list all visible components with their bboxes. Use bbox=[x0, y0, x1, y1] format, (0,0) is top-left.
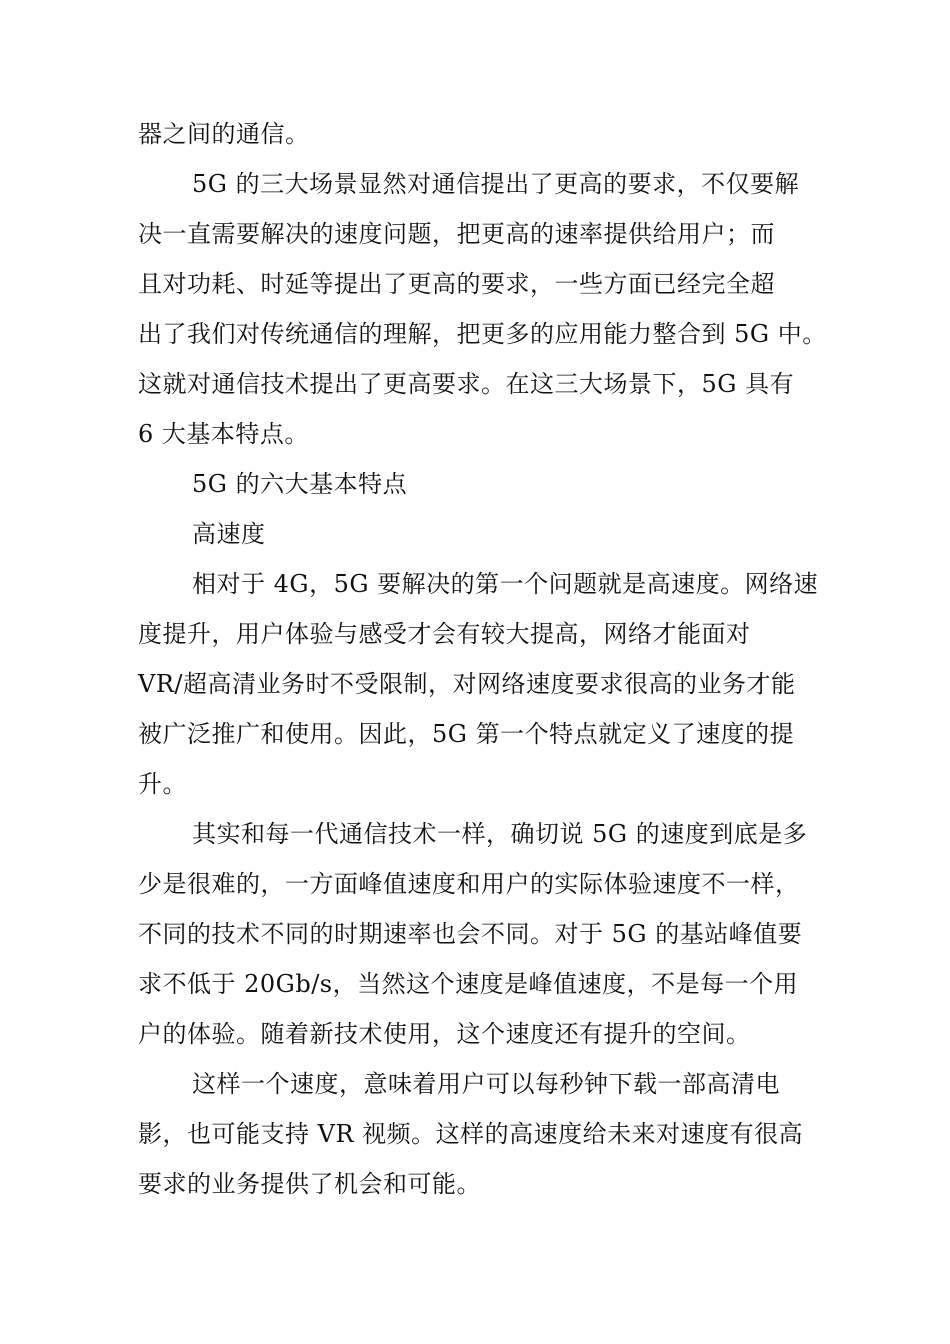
text-line: 6 大基本特点。 bbox=[138, 420, 309, 448]
subsection-heading: 高速度 bbox=[192, 520, 266, 548]
text-line: 要求的业务提供了机会和可能。 bbox=[138, 1170, 481, 1198]
text-line: 不同的技术不同的时期速率也会不同。对于 5G 的基站峰值要 bbox=[138, 920, 803, 948]
text-line: 户的体验。随着新技术使用，这个速度还有提升的空间。 bbox=[138, 1020, 751, 1048]
text-line: 求不低于 20Gb/s，当然这个速度是峰值速度，不是每一个用 bbox=[138, 970, 799, 998]
text-line: 5G 的三大场景显然对通信提出了更高的要求，不仅要解 bbox=[192, 170, 800, 198]
text-line: 相对于 4G，5G 要解决的第一个问题就是高速度。网络速 bbox=[192, 570, 819, 598]
text-line: 且对功耗、时延等提出了更高的要求，一些方面已经完全超 bbox=[138, 270, 775, 298]
text-line: 决一直需要解决的速度问题，把更高的速率提供给用户；而 bbox=[138, 220, 775, 248]
text-line: 升。 bbox=[138, 770, 187, 798]
text-line: 影，也可能支持 VR 视频。这样的高速度给未来对速度有很高 bbox=[138, 1120, 804, 1148]
text-line: VR/超高清业务时不受限制，对网络速度要求很高的业务才能 bbox=[138, 670, 796, 698]
text-line: 少是很难的，一方面峰值速度和用户的实际体验速度不一样， bbox=[138, 870, 800, 898]
text-line: 出了我们对传统通信的理解，把更多的应用能力整合到 5G 中。 bbox=[138, 320, 827, 348]
section-heading: 5G 的六大基本特点 bbox=[192, 470, 408, 498]
text-line: 其实和每一代通信技术一样，确切说 5G 的速度到底是多 bbox=[192, 820, 808, 848]
text-line: 这就对通信技术提出了更高要求。在这三大场景下，5G 具有 bbox=[138, 370, 795, 398]
text-line: 被广泛推广和使用。因此，5G 第一个特点就定义了速度的提 bbox=[138, 720, 795, 748]
text-line: 这样一个速度，意味着用户可以每秒钟下载一部高清电 bbox=[192, 1070, 780, 1098]
text-line: 器之间的通信。 bbox=[138, 120, 310, 148]
text-line: 度提升，用户体验与感受才会有较大提高，网络才能面对 bbox=[138, 620, 751, 648]
